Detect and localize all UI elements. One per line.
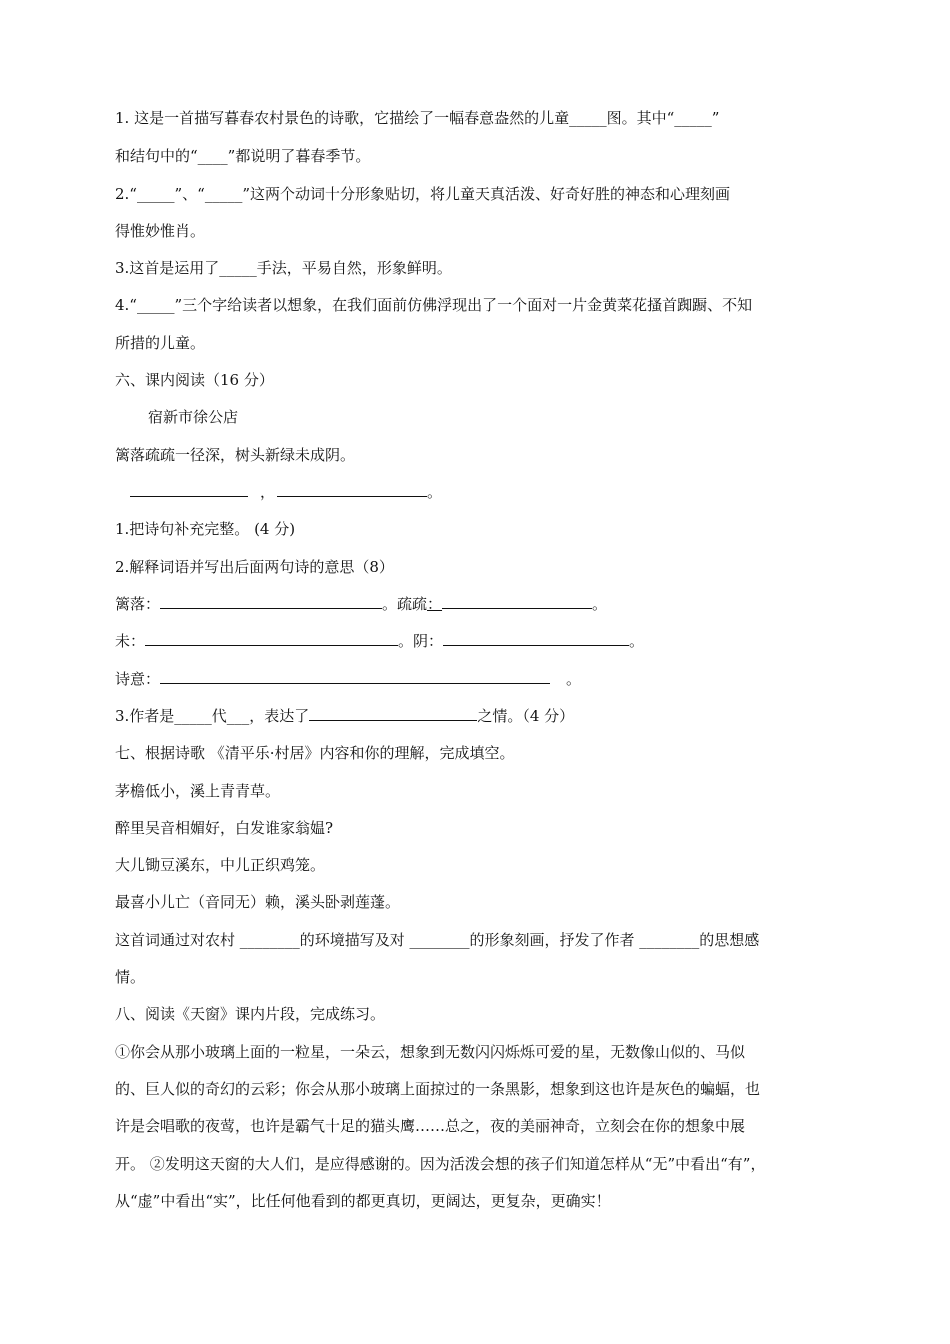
passage-line-1: ①你会从那小玻璃上面的一粒星，一朵云，想象到无数闪闪烁烁可爱的星，无数像山似的、马似 [115, 1043, 746, 1061]
section-7-fill-line-1: 这首词通过对农村 ________的环境描写及对 ________的形象刻画，抒发了作者 ________的思想感 [115, 931, 760, 949]
passage-line-2: 的、巨人似的奇幻的云彩；你会从那小玻璃上面掠过的一条黑影，想象到这也许是灰色的蝙蝠，也 [115, 1080, 761, 1098]
ci-line-4: 最喜小儿亡（音同无）赖，溪头卧剥莲蓬。 [115, 893, 401, 911]
word-shushu-label: 。疏疏 [382, 595, 428, 613]
word-row-1 [115, 594, 607, 614]
word-yin-label: 。阴： [398, 632, 444, 650]
section-7-heading: 七、根据诗歌 《清平乐·村居》内容和你的理解，完成填空。 [115, 744, 515, 762]
ci-line-3: 大儿锄豆溪东，中儿正织鸡笼。 [115, 856, 326, 874]
meaning-blank[interactable] [160, 669, 550, 684]
meaning-period: 。 [566, 670, 582, 688]
word-row-2-period: 。 [629, 632, 645, 650]
question-5-4-line-1: 4.“_____”三个字给读者以想象，在我们面前仿佛浮现出了一个面对一片金黄菜花搔首踟蹰、不知 [115, 296, 753, 314]
poem-line-1: 篱落疏疏一径深，树头新绿未成阴。 [115, 446, 356, 464]
emotion-blank[interactable] [309, 706, 477, 721]
word-row-1-period: 。 [592, 595, 608, 613]
passage-line-3: 许是会唱歌的夜莺，也许是霸气十足的猫头鹰……总之，夜的美丽神奇，立刻会在你的想象中展 [115, 1117, 746, 1135]
passage-line-4: 开。 ②发明这天窗的大人们，是应得感谢的。因为活泼会想的孩子们知道怎样从“无”中看出“有”， [115, 1155, 766, 1173]
section-6-heading: 六、课内阅读（16 分） [115, 371, 274, 389]
question-5-3: 3.这首是运用了_____手法，平易自然，形象鲜明。 [115, 259, 452, 277]
poem-blank-line [130, 482, 442, 502]
meaning-row [115, 669, 581, 689]
word-lili-label: 篱落： [115, 595, 161, 613]
question-6-3 [115, 706, 574, 726]
poem-blank-1[interactable] [130, 482, 248, 497]
ci-line-2: 醉里吴音相媚好，白发谁家翁媪? [115, 819, 334, 837]
passage-line-5: 从“虚”中看出“实”，比任何他看到的都更真切，更阔达，更复杂，更确实！ [115, 1192, 611, 1210]
question-5-2-line-2: 得惟妙惟肖。 [115, 222, 206, 240]
word-shushu-blank[interactable] [442, 594, 592, 609]
poem-period: 。 [427, 483, 443, 501]
question-6-3-suffix: 之情。（4 分） [477, 707, 575, 725]
word-lili-blank[interactable] [160, 594, 382, 609]
ci-line-1: 茅檐低小，溪上青青草。 [115, 782, 281, 800]
question-5-1-line-2: 和结句中的“____”都说明了暮春季节。 [115, 147, 371, 165]
question-6-2: 2.解释词语并写出后面两句诗的意思（8） [115, 558, 394, 576]
word-row-2 [115, 631, 644, 651]
poem-comma: ， [260, 483, 276, 501]
word-shushu-colon: ： [427, 595, 443, 613]
question-5-1-line-1: 1. 这是一首描写暮春农村景色的诗歌，它描绘了一幅春意盎然的儿童_____图。其中“_____” [115, 109, 720, 127]
section-8-heading: 八、阅读《天窗》课内片段，完成练习。 [115, 1005, 386, 1023]
word-wei-blank[interactable] [145, 631, 398, 646]
poem-blank-2[interactable] [277, 482, 427, 497]
word-wei-label: 未： [115, 632, 146, 650]
poem-title: 宿新市徐公店 [148, 408, 239, 426]
question-5-4-line-2: 所措的儿童。 [115, 334, 206, 352]
word-yin-blank[interactable] [443, 631, 629, 646]
meaning-label: 诗意： [115, 670, 161, 688]
question-6-3-prefix: 3.作者是_____代___，表达了 [115, 707, 310, 725]
section-7-fill-line-2: 情。 [115, 968, 146, 986]
question-6-1: 1.把诗句补充完整。 (4 分) [115, 520, 296, 538]
question-5-2-line-1: 2.“_____”、“_____”这两个动词十分形象贴切，将儿童天真活泼、好奇好胜的神态和心理刻画 [115, 185, 730, 203]
